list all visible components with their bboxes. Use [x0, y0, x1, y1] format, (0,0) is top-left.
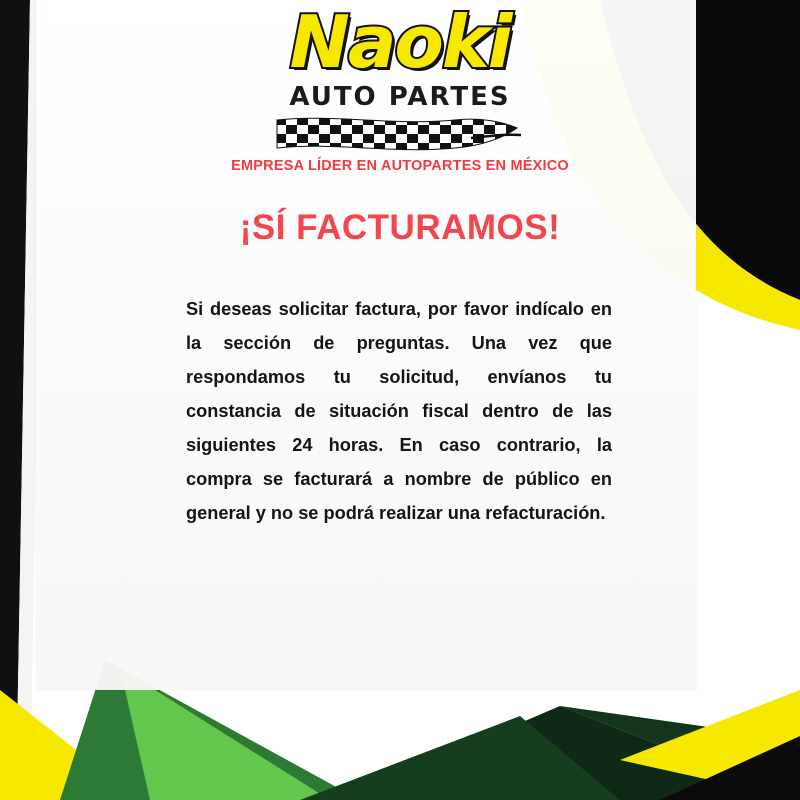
brand-block — [0, 0, 800, 175]
page-title: ¡SÍ FACTURAMOS! — [239, 208, 561, 247]
brand-subtitle: AUTO PARTES — [289, 82, 511, 113]
brand-name: Naoki — [289, 0, 511, 84]
body-text — [186, 292, 612, 530]
brand-tagline: EMPRESA LÍDER EN AUTOPARTES EN MÉXICO — [231, 158, 569, 175]
checkered-flag-icon — [275, 116, 525, 152]
body-paragraph: Si deseas solicitar factura, por favor indícalo en la sección de preguntas. Una vez que respondamos tu solicitud, envíanos tu constancia de situación fiscal dentro de las siguientes 24 horas. En caso contrario, la compra se facturará a nombre de público en general y no se podrá realizar una refacturación. — [186, 299, 612, 523]
